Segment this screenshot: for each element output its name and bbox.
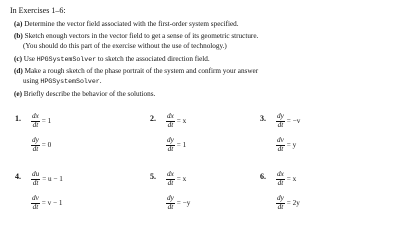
derivative [276,171,285,187]
derivative [31,195,40,211]
instruction-text: Briefly describe the behavior of the solutions. [23,90,156,98]
derivative-denominator: dt [277,145,284,154]
equation [166,113,186,129]
derivative-numerator: dx [32,112,39,120]
derivative-denominator: dt [32,121,39,130]
equation [31,113,51,129]
derivative [166,171,175,187]
equation-rhs: = −v [286,117,301,126]
derivative-numerator: du [32,170,40,178]
equation [276,171,296,187]
derivative [166,195,175,211]
equation [31,195,62,211]
equation-rhs: = v − 1 [41,199,63,208]
derivative-numerator: dx [167,170,174,178]
derivative-numerator: dv [277,136,284,144]
software-name: HPGSystemSolver [36,56,97,63]
equation [31,137,51,153]
equation-rhs: = x [176,117,187,126]
instruction-text: . [99,77,102,85]
equation-rhs: = 1 [176,141,187,150]
instruction-text: Sketch enough vectors in the vector field to get a sense of its geometric structure. [24,32,259,40]
instruction-a [14,21,239,28]
equation [276,137,296,153]
derivative-numerator: dx [167,112,174,120]
equation-rhs: = x [176,175,187,184]
exercise-number: 6. [260,172,266,181]
equation-rhs: = 0 [41,141,52,150]
derivative-denominator: dt [167,121,174,130]
instruction-e [14,91,155,98]
exercise-number: 2. [150,114,156,123]
derivative-numerator: dx [277,170,284,178]
equation [276,113,300,129]
exercise-number: 1. [15,114,21,123]
derivative [166,137,175,153]
derivative-numerator: dy [277,194,284,202]
derivative-numerator: dv [32,194,39,202]
instruction-c [14,56,210,64]
software-name: HPGSystemSolver [40,78,100,85]
equation [166,195,190,211]
derivative-numerator: dy [167,194,174,202]
exercise-number: 5. [150,172,156,181]
derivative-denominator: dt [32,203,39,212]
instruction-text: using [23,77,41,85]
derivative-denominator: dt [167,203,174,212]
derivative-numerator: dy [277,112,284,120]
derivative [276,137,285,153]
equation [31,171,63,187]
instruction-label: (d) [14,67,23,75]
equation-rhs: = 2y [286,199,300,208]
exercises-heading: In Exercises 1–6: [10,6,66,15]
derivative-numerator: dy [32,136,39,144]
derivative [31,113,40,129]
derivative-denominator: dt [167,179,174,188]
derivative-denominator: dt [277,203,284,212]
equation [276,195,300,211]
instruction-d-continued [23,78,102,86]
derivative-denominator: dt [32,179,39,188]
instruction-label: (c) [14,55,22,63]
instruction-text: Make a rough sketch of the phase portrait of the system and confirm your answer [24,67,259,75]
derivative-denominator: dt [32,145,39,154]
instruction-label: (e) [14,90,22,98]
equation-rhs: = 1 [41,117,52,126]
derivative [31,171,40,187]
instruction-label: (b) [14,32,23,40]
instruction-b-continued: (You should do this part of the exercise without the use of technology.) [23,42,227,50]
instruction-label: (a) [14,20,23,28]
derivative [166,113,175,129]
derivative-denominator: dt [167,145,174,154]
equation-rhs: = u − 1 [42,175,63,184]
instruction-text: Use [23,55,37,63]
instruction-text: to sketch the associated direction field. [96,55,210,63]
exercise-number: 4. [15,172,21,181]
derivative [31,137,40,153]
instruction-b [14,33,258,40]
derivative [276,195,285,211]
instruction-text: Determine the vector field associated with the first-order system specified. [24,20,239,28]
exercise-number: 3. [260,114,266,123]
derivative [276,113,285,129]
instruction-d [14,68,258,75]
equation-rhs: = −y [176,199,191,208]
derivative-denominator: dt [277,121,284,130]
derivative-denominator: dt [277,179,284,188]
equation [166,171,186,187]
equation [166,137,186,153]
derivative-numerator: dy [167,136,174,144]
equation-rhs: = x [286,175,297,184]
equation-rhs: = y [286,141,297,150]
